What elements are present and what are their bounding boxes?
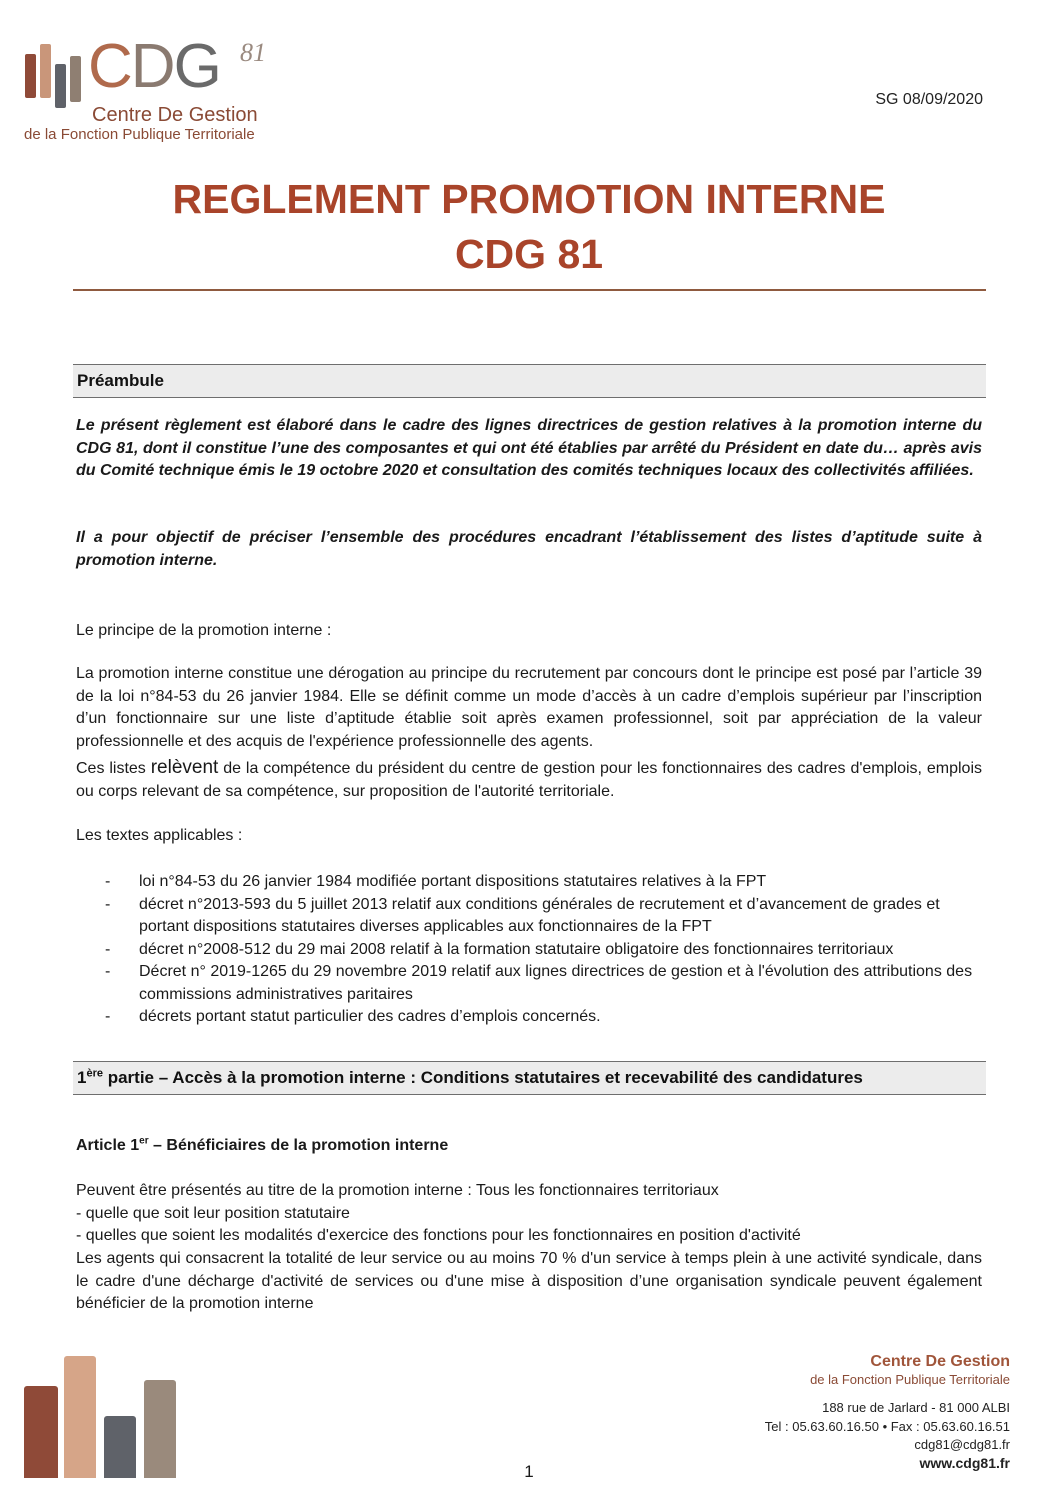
reference-date: SG 08/09/2020 [875,91,983,108]
list-item-text: décrets portant statut particulier des cadres d’emplois concernés. [139,1008,601,1025]
part1-number: 1 [77,1068,87,1087]
footer-website: www.cdg81.fr [919,1455,1010,1471]
document-title: REGLEMENT PROMOTION INTERNE [172,176,886,222]
section-heading-part1 [73,1061,986,1095]
logo-bar [70,56,81,102]
dash-bullet: - [105,940,111,958]
footer-logo-bars [24,1356,184,1478]
title-divider [73,289,986,291]
footer-email: cdg81@cdg81.fr [914,1437,1010,1452]
footer-address: 188 rue de Jarlard - 81 000 ALBI [822,1400,1010,1415]
logo-number: 81 [240,38,266,67]
part1-heading-text: partie – Accès à la promotion interne : Conditions statutaires et recevabilité des candidatures [103,1068,863,1087]
article1-title [76,1135,448,1158]
logo-bar [55,64,66,108]
preamble-paragraph-2: Il a pour objectif de préciser l’ensemble des procédures encadrant l’établissement des listes d’aptitude suite à promotion interne. [76,529,982,569]
principle-label: Le principe de la promotion interne : [76,622,332,639]
principle-p2-end: de la compétence du président du centre de gestion pour les fonctionnaires des cadres d'emplois, emplois ou corps relevant de sa compétence, sur proposition de l'autorité territoriale. [76,760,983,800]
footer-bar [64,1356,96,1478]
principle-p2-start: Ces listes [76,760,151,777]
texts-label: Les textes applicables : [76,827,243,844]
preamble-paragraph-1: Le présent règlement est élaboré dans le cadre des lignes directrices de gestion relatives à la promotion interne du CDG 81, dont il constitue l’une des composantes et qui ont été établies par arrêté du Président en date du… après avis du Comité technique émis le 19 octobre 2020 et consultation des comités techniques locaux des collectivités affiliées. [76,417,982,479]
principle-paragraph-2 [76,757,982,803]
list-item-text: décret n°2013-593 du 5 juillet 2013 relatif aux conditions générales de recrutement et d’avancement de grades et portant dispositions statutaires diverses applicables aux fonctionnaires de la FPT [139,895,940,935]
part1-superscript: ère [86,1067,103,1080]
dash-bullet: - [105,873,111,890]
texts-list [105,871,985,1029]
logo-line1: Centre De Gestion [92,104,258,126]
list-item [105,961,985,1006]
cdg81-logo [22,34,272,146]
article1-title-superscript: er [139,1135,149,1147]
footer-organization: Centre De Gestion [870,1353,1010,1370]
document-subtitle: CDG 81 [454,231,604,277]
logo-letters [88,32,220,101]
dash-bullet: - [105,895,111,913]
logo-line2: de la Fonction Publique Territoriale [24,126,255,143]
article1-line-2: - quelle que soit leur position statutaire [76,1205,350,1222]
list-item [105,894,985,939]
principle-paragraph-1: La promotion interne constitue une dérogation au principe du recrutement par concours dont le principe est posé par l’article 39 de la loi n°84-53 du 26 janvier 1984. Elle se définit comme un mode d’accès à un cadre d’emplois supérieur par l’inscription d’un fonctionnaire sur une liste d’aptitude établie soit après examen professionnel, soit par appréciation de la valeur professionnelle et des acquis de l'expérience professionnelle des agents. [76,665,982,750]
list-item-text: loi n°84-53 du 26 janvier 1984 modifiée portant dispositions statutaires relatives à la FPT [139,873,767,890]
article1-line-1: Peuvent être présentés au titre de la promotion interne : Tous les fonctionnaires territoriaux [76,1182,719,1199]
logo-letter-c: C [88,32,131,101]
list-item [105,1006,985,1029]
logo-bar [25,54,36,98]
article1-title-start: Article 1 [76,1137,140,1154]
list-item [105,871,985,894]
article1-title-rest: – Bénéficiaires de la promotion interne [148,1137,449,1154]
logo-letter-g: G [173,32,220,101]
logo-letter-d: D [130,32,174,101]
dash-bullet: - [105,963,111,980]
section-heading-preamble: Préambule [73,364,986,398]
article1-line-3: - quelles que soient les modalités d'exercice des fonctions pour les fonctionnaires en position d'activité [76,1227,801,1244]
footer-phone: Tel : 05.63.60.16.50 • Fax : 05.63.60.16.51 [764,1419,1010,1434]
page-number: 1 [524,1462,534,1481]
article1-paragraph: Les agents qui consacrent la totalité de leur service ou au moins 70 % d'un service à temps plein à une activité syndicale, dans le cadre d'une décharge d'activité de services ou d'une mise à disposition d’une organisation syndicale peuvent également bénéficier de la promotion interne [76,1250,982,1312]
principle-p2-emphasis: relèvent [150,757,219,778]
list-item [105,939,985,962]
list-item-text: Décret n° 2019-1265 du 29 novembre 2019 relatif aux lignes directrices de gestion et à l'évolution des attributions des commissions administratives paritaires [139,963,973,1003]
dash-bullet: - [105,1008,111,1025]
logo-bar [40,44,51,98]
footer-subtitle: de la Fonction Publique Territoriale [810,1372,1010,1387]
list-item-text: décret n°2008-512 du 29 mai 2008 relatif à la formation statutaire obligatoire des fonctionnaires territoriaux [139,940,894,958]
